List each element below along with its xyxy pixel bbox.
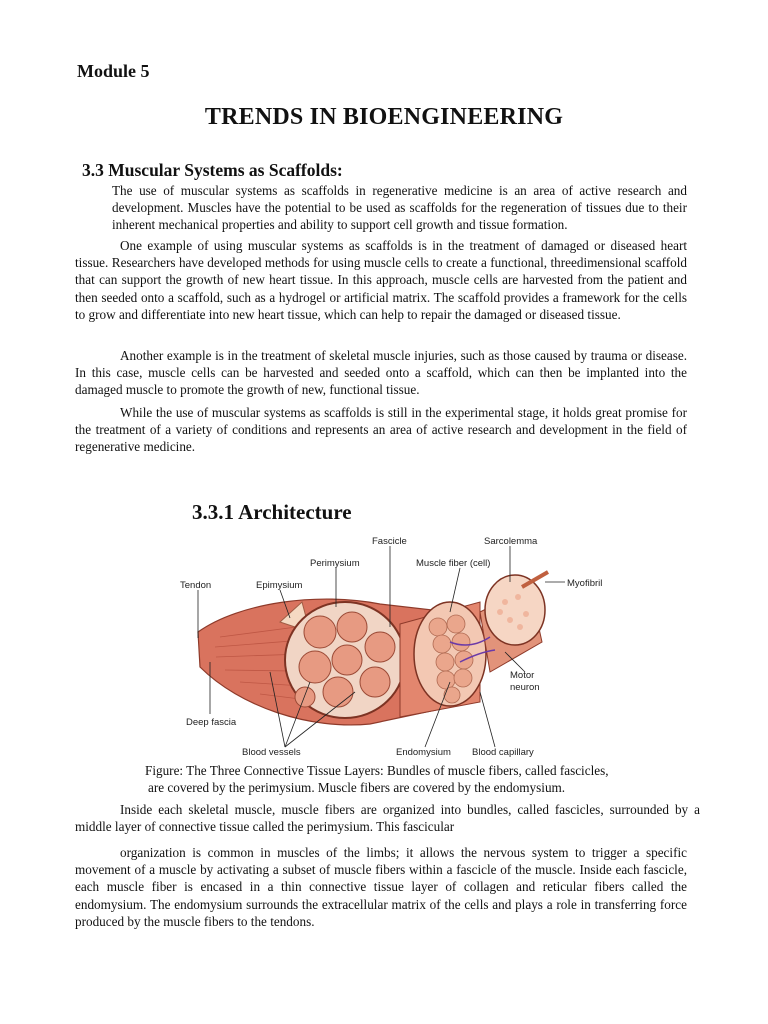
- label-sarcolemma: Sarcolemma: [484, 536, 538, 547]
- paragraph-endomysium: organization is common in muscles of the limbs; it allows the nervous system to trigger a specific movement of a muscle by activating a subset of muscle fibers within a fascicle of the muscle. Inside each fascicle, each muscle fiber is encased in a thin connective tissue layer of collagen and reticular fibers called the endomysium. The endomysium surrounds the extracellular matrix of the cells and plays a role in transferring force produced by the muscle fibers to the tendons.: [75, 845, 687, 929]
- myofibril-section: [485, 575, 545, 645]
- page-title: TRENDS IN BIOENGINEERING: [204, 104, 564, 130]
- label-perimysium: Perimysium: [310, 558, 360, 569]
- label-muscle-fiber: Muscle fiber (cell): [416, 558, 491, 569]
- label-blood-capillary: Blood capillary: [472, 747, 534, 758]
- paragraph-heart-example: One example of using muscular systems as scaffolds is in the treatment of damaged or diseased heart tissue. Researchers have developed methods for using muscle cells to create a functional, threedimensional scaffold that can support the growth of new heart tissue. In this approach, muscle cells are harvested from the patient and then seeded onto a scaffold, such as a hydrogel or artificial matrix. The scaffold provides a framework for the cells to grow and differentiate into new heart tissue, which can help to repair the damaged or diseased tissue.: [75, 238, 687, 322]
- subsection-heading: 3.3.1 Architecture: [192, 500, 352, 524]
- figure-caption-line-1: Figure: The Three Connective Tissue Layers: Bundles of muscle fibers, called fascicles,: [145, 763, 609, 778]
- figure-caption-line-2: are covered by the perimysium. Muscle fibers are covered by the endomysium.: [148, 780, 566, 795]
- label-blood-vessels: Blood vessels: [242, 747, 301, 758]
- figure-caption: [145, 762, 705, 796]
- label-deep-fascia: Deep fascia: [186, 717, 237, 728]
- section-heading: 3.3 Muscular Systems as Scaffolds:: [82, 160, 343, 180]
- paragraph-skeletal-example: Another example is in the treatment of skeletal muscle injuries, such as those caused by trauma or disease. In this case, muscle cells can be harvested and seeded onto a scaffold, which can then be implanted into the damaged muscle to promote the growth of new, functional tissue.: [75, 348, 687, 398]
- label-epimysium: Epimysium: [256, 580, 303, 591]
- label-tendon: Tendon: [180, 580, 212, 591]
- label-myofibril: Myofibril: [567, 578, 603, 589]
- paragraph-intro: The use of muscular systems as scaffolds in regenerative medicine is an area of active research and development. Muscles have the potential to be used as scaffolds for the regeneration of tissues due to their inherent mechanical properties and ability to support cell growth and tissue formation.: [112, 183, 687, 233]
- label-fascicle: Fascicle: [372, 536, 407, 547]
- label-endomysium: Endomysium: [396, 747, 451, 758]
- module-label: Module 5: [77, 61, 150, 81]
- paragraph-conclusion: While the use of muscular systems as scaffolds is still in the experimental stage, it holds great promise for the treatment of a variety of conditions and represents an area of active research and development in the field of regenerative medicine.: [75, 405, 687, 455]
- muscle-anatomy-figure: [150, 532, 610, 760]
- paragraph-fascicles: Inside each skeletal muscle, muscle fibers are organized into bundles, called fascicles, surrounded by a middle layer of connective tissue called the perimysium. This fascicular: [75, 802, 700, 835]
- label-motor: Motor: [510, 670, 535, 681]
- label-neuron: neuron: [510, 682, 540, 693]
